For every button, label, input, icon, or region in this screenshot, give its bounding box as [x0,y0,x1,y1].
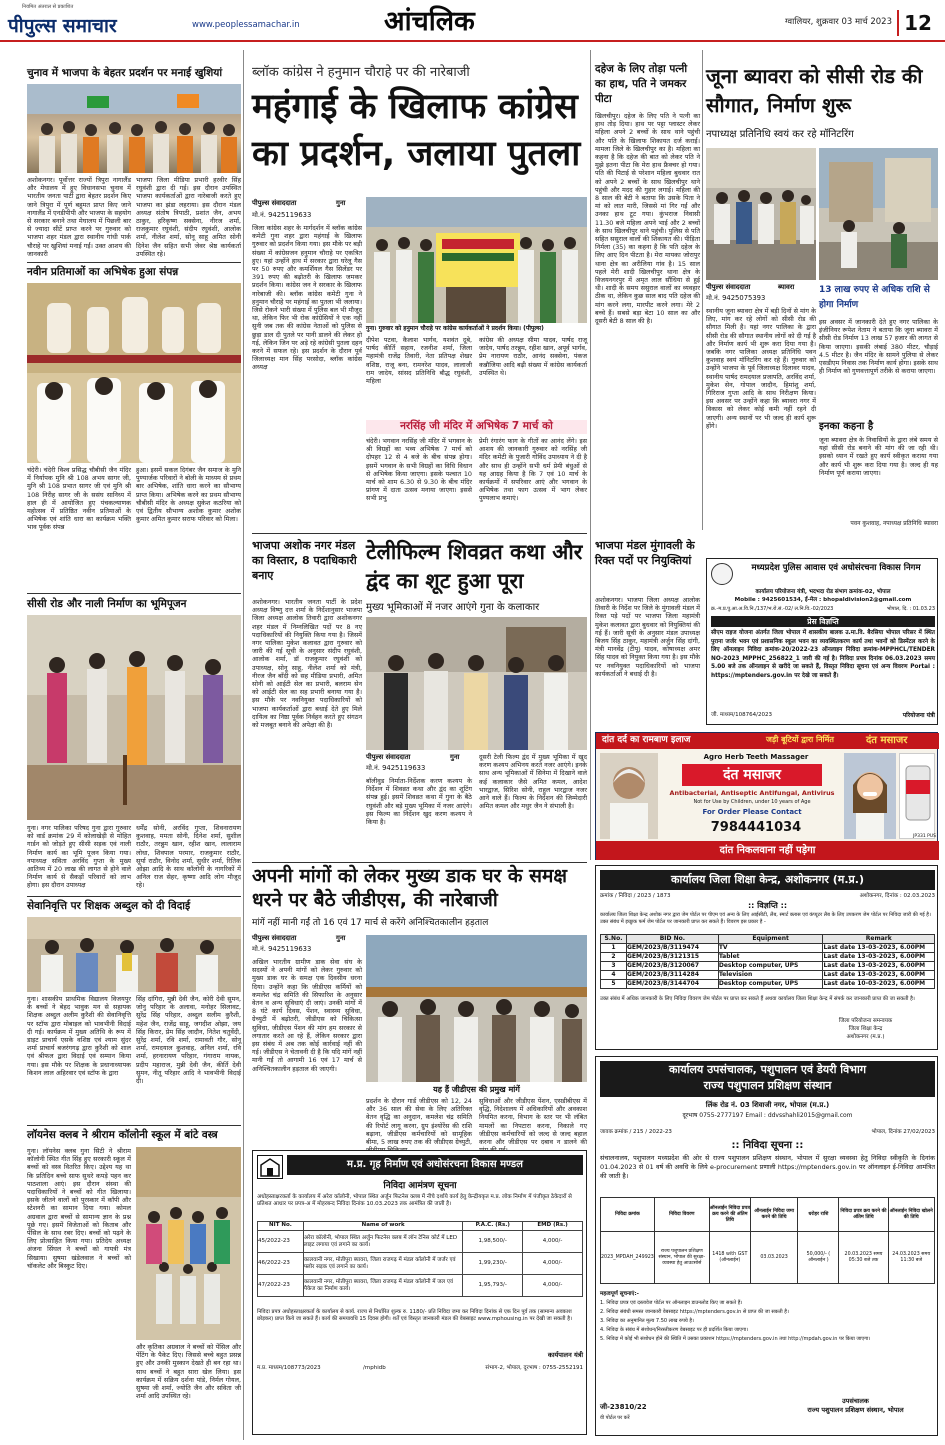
table-cell: अरेरा कॉलोनी, भोपाल स्थित अर्जुन फिटनेस क्लब में लॉन टेनिस कोर्ट में LED लाइट लगाया एवं लगाने का कार्य। [303,1231,462,1253]
table-header: ऑनलाईन निविदा खोलने की तिथि [888,1198,935,1232]
section-title: आंचलिक [384,6,475,37]
article-body: स्थानीय जूना ब्यावरा क्षेत्र में बड़ी दिनों से मांग के लिए, मांग कर रहे लोगों को सीसी रोड की सौगात मिली है। यहां नगर पालिका के द्वारा सीसी रोड की सौगात स्थानीय लोगों को दी गई है और निर्माण कार्य भी शुरू करा दिया गया है। जबकि नगर पालिका अध्यक्ष प्रतिनिधि पवन कुशवाह स्वयं मॉनिटरिंग कर रहे हैं। गुरुवार को उन्होंने भाजपा के पूर्व जिलाध्यक्ष दिलावर यादव, स्थानीय पार्षद रामदयाल प्रजापति, अरविंद शर्मा, मुकेश सेन, गोपाल जादौन, हिमांशु शर्मा, गिरिराज गुप्ता आदि के साथ निरीक्षण किया। इस अवसर पर उन्होंने कहा कि ब्यावरा नगर में विकास को लेकर कोई कमी नहीं रहने दी जाएगी। अन्य स्थानों पर भी जल्द ही कार्य शुरू होंगे। [706,307,816,430]
table-header: निविदा प्रपत्र क्रय करने की अंतिम तिथि [839,1198,888,1232]
table-cell: 3 [601,962,627,971]
tender-table [257,1221,583,1297]
table-row [258,1231,583,1253]
photo-bhoomipujan [27,615,241,820]
article-body: अशोकनगर। पूर्वोत्तर राज्यों त्रिपुरा नागालैंड और मेघालय में हुए विधानसभा चुनाव में भारतीय जनता पार्टी द्वारा बेहतर प्रदर्शन किए जाने त्रिपुरा में पूर्ण बहुमत प्राप्त किए जाने नागालैंड में एनडीपीपी और भाजपा के सहयोग से सरकार बनाने तथा मेघालय में पिछली बार से ज्यादा सीटें प्राप्त करने पर गुरुवार को भाजपा शहर मंडल द्वारा स्थानीय गांधी पार्क चौराहे पर खुशियां मनाई गईं। उक्त आशय की जानकारी [27,176,131,258]
table-cell: GEM/2023/B/3144704 [626,980,718,989]
table-cell: Last date 13-03-2023, 6.00PM [823,953,935,962]
ad-code: JP331 PUS [913,834,936,839]
article-body: इस अवसर में जानकारी देते हुए नगर पालिका के इंजीनियर रूपेश नेताम ने बताया कि जूना ब्यावरा में सीसी रोड निर्माण 13 लाख 57 हजार की लागत से किया जाएगा। इसकी लंबाई 380 मीटर, चौड़ाई 4.5 मीटर है। जैन मंदिर के सामने पुलिया से लेकर एसडीएम निवास तक निर्माण कार्य होगा। इसके साथ ही निर्माण को गुणवत्तापूर्ण तरीके से कराया जाएगा। [819,318,938,376]
byline: पीपुल्स संवाददाता [252,934,297,942]
byline: पीपुल्स संवाददाता [706,283,751,291]
ad-date: अशोकनगर, दिनांक : 02.03.2023 [859,893,935,899]
ad-social[interactable]: /mphidb [363,1365,386,1371]
ad-date: भोपाल, दिनांक 27/02/2023 [871,1129,935,1135]
byline-place: गुना [336,199,346,207]
photo-bjp-celebration [27,84,241,173]
divider [27,896,241,897]
photo-telefilm-shoot [366,617,587,750]
table-row [258,1253,583,1275]
masthead-logo[interactable]: पीपुल्स समाचार [8,15,117,37]
tender-ad-education [595,865,938,1050]
ad-notes-title: महत्वपूर्ण सूचनाएं:- [600,1291,639,1297]
bid-table [600,934,935,989]
column-divider [702,50,703,530]
headline[interactable]: भाजपा अशोक नगर मंडल का विस्तार, 8 पदाधिकारी बनाए [252,539,357,582]
quote-body: जूना ब्यावरा क्षेत्र के निवासियों के द्वारा लंबे समय से यहां सीसी रोड बनाने की मांग की जा रही थी। इसको ध्यान में रखते हुए कार्य स्वीकृत कराया गया और कार्य भी शुरू करा दिया गया है। जल्द ही यह निर्माण पूर्ण कराया जाएगा। [819,436,938,477]
table-cell: GEM/2023/B/3119474 [626,944,718,953]
ad-title: कार्यालय उपसंचालक, पशुपालन एवं डेयरी विभाग [668,1063,867,1076]
table-header: EMD (Rs.) [523,1222,583,1231]
table-row [601,980,935,989]
table-row [601,1232,935,1284]
ad-tagline: दांत दर्द का रामबाण इलाज [602,735,691,745]
table-cell: 50,000/- ( ऑनलाईन ) [798,1232,839,1284]
table-cell: Desktop computer, UPS [718,980,823,989]
table-header: निविदा क्रमांक [601,1198,655,1232]
ad-intro: अधोहस्ताक्षरकर्ता के कार्यालय में अरेरा कॉलोनी, भोपाल स्थित अर्जुन फिटनेस क्लब में नीचे दर्शाये कार्य हेतु केन्द्रीयकृत म.प्र. लोक निर्माण में पंजीकृत ठेकेदारों से प्रतिशत आधार पर प्रपत्र-अ में मोहरबन्द निविदा दिनांक 10.03.2023 तक आमंत्रित की जाती है। [257,1194,572,1207]
article-body: दूसरी टेली फिल्म द्वंद में मुख्य भूमिका में खुद करण कश्यप अभिनय करते नजर आएंगे। इनके साथ अन्य भूमिकाओं में सिनेमा में दिखाने वाले कई कलाकार जैसे अमित कमल, आदेश भारद्वाज, सिरिश सोनी, राहुल भारद्वाज नजर आने वाले हैं। फिल्म के निर्देशन की जिम्मेदारी अमित कमल और मधुर जैन ने संभाली है। [479,753,587,811]
table-cell: Last date 13-03-2023, 6.00PM [823,971,935,980]
ad-heading: निविदा आमंत्रण सूचना [383,1181,457,1191]
ad-phone[interactable]: 7984441034 [710,820,802,835]
article-body: अशोकनगर। भाजपा जिला अध्यक्ष आलोक तिवारी के निर्देश पर जिले के मुंगावली मंडल में रिक्त पड़े पदों पर भाजपा जिला महामंत्री मुकेश कलावत द्वारा बुधवार को नियुक्तियां की गई हैं। जारी सूची के अनुसार मंडल उपाध्यक्ष बिजय सिंह ठाकुर, महामंत्री अर्जुन सिंह दांगी, मंत्री मानवेंद्र (टीपू) यादव, कोषाध्यक्ष अमर सिंह यादव को नियुक्त किया गया है। इस मौके पर नवनियुक्त पदाधिकारियों को भाजपा कार्यकर्ताओं ने बधाई दी है। [595,596,701,678]
table-cell: GEM/2023/B/3121315 [626,953,718,962]
headline[interactable]: अपनी मांगों को लेकर मुख्य डाक घर के समक्ष धरने पर बैठे जीडीएस, की नारेबाजी [252,865,567,911]
headline[interactable]: सेवानिवृत्ति पर शिक्षक अब्दुल को दी विदाई [27,900,191,912]
headline[interactable]: सीसी रोड और नाली निर्माण का भूमिपूजन [27,598,187,610]
article-body: प्रदर्शन के दौरान गार्ड जीडीएस को 12, 24 और 36 साल की सेवा के लिए अतिरिक्त वेतन वृद्धि का अनुदान, कमलेश चंद्र समिति की रिपोर्ट लागू करना, ग्रुप इंश्योरेंस की राशि बढ़ाना, जीडीएस कर्मचारियों को सामूहिक बीमा, 5 लाख रुपए तक की जीडीएस ग्रेच्युटी, [366,1097,472,1147]
table-cell: 1418 with GST (ऑनलाईन) [709,1232,750,1284]
table-cell: Last date 10-03-2023, 6.00PM [823,980,935,989]
ad-ref: जावक क्रमांक / 215 / 2022-23 [600,1129,672,1135]
byline-place: गुना [450,753,460,761]
table-cell: 03.03.2023 [750,1232,797,1284]
table-cell: GEM/2023/B/3114284 [626,971,718,980]
headline[interactable]: भाजपा मंडल मुंगावली के रिक्त पदों पर नियुक्तियां [595,539,695,567]
table-header: ऑनलाईन निविदा जमा करने की तिथि [750,1198,797,1232]
table-header: Name of work [303,1222,462,1231]
ad-sign: कार्यपालन यंत्री [547,1351,583,1359]
kicker: ब्लॉक कांग्रेस ने हनुमान चौराहे पर की नारेबाजी [252,65,470,80]
article-body: भाजपा जिला मीडिया प्रभारी हरवीर सिंह रघुवंशी द्वारा दी गई। इस दौरान उपस्थित भाजपा कार्यकर्ताओं द्वारा नारेबाजी करते हुए भाजपा का झंडा लहराया। इस दौरान मंडल अध्यक्ष संतोष त्रिपाठी, प्रशांत जैन, अभय ठाकुर, हरिकृष्ण सक्सेना, नीरज शर्मा, राजकुमार रघुवंशी, संदीप रघुवंशी, आलोक शर्मा, नीलेश शर्मा, सोनू साहू अमित सोनी दिनेश जैन सहित सभी जेवर श्रेष्ठ कार्यकर्ता उपस्थित रहे। [136,176,241,258]
ad-intro: कार्यालय जिला शिक्षा केन्द्र अशोक नगर द्वारा जेम पोर्टल पर पीएम एवं अन्य के लिए आईसीटी, लैब, स्मार्ट क्लास एवं कंप्यूटर लैब के लिए उपकरण जेम पोर्टल पर निविदा जारी की गई है। उक्त संबंध में इच्छुक फर्म जेम पोर्टल पर जानकारी प्राप्त कर सकते हैं। विवरण इस प्रकार है - [600,912,931,925]
advertisement-dant-massager[interactable] [595,732,938,860]
table-cell: GEM/2023/B/3120067 [626,962,718,971]
headline[interactable]: जूना ब्यावरा को सीसी रोड की सौगात, निर्माण शुरू [706,64,923,117]
article-body: गुना। लॉयनेस क्लब गुना सिटी ने श्रीराम कॉलोनी स्थित गीत सिंह हुए सरकारी स्कूल में बच्चों को वस्त्र वितरित किए। उद्देश्य यह था कि प्रतिदिन बच्चे साफ सुथरे कपड़े पहन कर पाठशाला आएं। इस दौरान संस्था की पदाधिकारियों ने बच्चों को गीत खिलाया। इसके जीतने वालों को पुरस्कार में कॉपी और स्टेशनरी का सामान दिया गया। कोमल अग्रवाल द्वारा बच्चों से सामान्य ज्ञान के प्रश्न पूछे गए। इसमें विजेताओं को किताब और पेंसिल के साथ रबर दिए। बच्चों को पढ़ने के लिए प्रोत्साहित किया गया। प्रतिदेय अध्यक्ष अंजना सिंघल ने बच्चों को गायत्री मंत्र सिखाया। सुषमा खंडेलवाल ने बच्चों को चॉकलेट और बिस्कुट दिए। [27,1147,131,1270]
subheadline: मुख्य भूमिकाओं में नजर आएंगे गुना के कलाकार [366,602,540,613]
article-body: हुआ। इसमें सकल दिगंबर जैन समाज के मुनि पुण्यार्जक परिवारों ने बोली के माध्यम से प्रथम बार अभिषेक, शांति धारा करने का सौभाग्य प्राप्त किया। अभिषेक करने का प्रथम सौभाग्य चौबीसी मंदिर के अध्यक्ष सुकेश कठरिया को एवं द्वितीय सौभाग्य अशोक कुमार अशोक कुमार अमित कुमार सराफ परिवार को मिला। [136,466,241,524]
table-row [601,944,935,953]
divider [252,533,587,534]
ad-date: भोपाल, दि. : 01.03.23 [886,606,935,612]
table-cell: 2 [601,953,627,962]
ad-footer-text: उक्त संबंध में अधिक जानकारी के लिए निविदा विवरण जेम पोर्टल पर प्राप्त कर सकते हैं अथवा कार्यालय जिला शिक्षा केन्द्र में संपर्क कर जानकारी प्राप्त की जा सकती है। [600,996,915,1002]
article-body: गुना। शासकीय प्राथमिक विद्यालय विजयपुर के बच्चों ने बेहद भावुक मन से सहायक शिक्षक अब्दुल अलीम कुरैशी की सेवानिवृत्ति पर स्टॉफ द्वारा मोबाइल को भावभीनी विदाई दी गई। कार्यक्रम में मुख्य अतिथि के रूप में डाइट प्राचार्य एसके वशिष्ठ एवं श्याम सुंदर शर्मा प्राचार्य बजरंगगढ़ द्वारा कुरैशी को शाल एवं श्रीफल द्वारा विदाई एवं सम्मान किया गया। इस मौके पर शिक्षक के प्रधानाध्यापक किशन लाल अहिरवार एवं स्टॉफ के द्वारा [27,995,131,1077]
table-cell: 4,000/- [523,1231,583,1253]
photo-cc-road-site [819,148,938,280]
byline-mobile: मो.नं. 9425119633 [366,764,426,772]
ad-sign: जिला परियोजना समन्वयक जिला शिक्षा केन्द्र अशोकनगर (म.प्र.) [838,1018,893,1040]
article-body: खिलचीपुर। दहेज के लिए पति ने पत्नी का हाथ तोड़ दिया। हाथ पर पट्टा प्लास्टर लेकर महिला अपने 2 बच्चों के साथ थाने पहुंची और पति के खिलाफ शिकायत दर्ज कराई। मामला जिले के खिलचीपुर का है। महिला का कहना है कि दहेज की बात को लेकर पति ने मुझे इतना पीटा कि मेरा हाथ फ्रैक्चर हो गया। पति की पिटाई से परेशान महिला बुधवार रात को अपने 2 बच्चों के साथ खिलचीपुर थाने पहुंची और मदद की गुहार लगाई। महिला की 8 साल की बेटी ने बताया कि उसके पिता ने मां को लात मारी, जिससे मां गिर गईं और उनका हाथ टूट गया। कुंभराज निवासी 11.30 बजे महिला अपने भाई और 2 बच्चों के साथ खिलचीपुर थाने पहुंची। पुलिस से पति सहित ससुराल वालों की शिकायत की। पीड़िता निर्मला (35) का कहना है कि पति दहेज के लिए आए दिन पीटता है। मेरा मायका जोरापुर थाना क्षेत्र का अरीलिया गांव है। 15 साल पहले मेरी शादी खिलचीपुर थाना क्षेत्र के विजयनगरपुर में अमृत लाल सौंधिया से हुई थी। शादी के समय ससुराल वालों का व्यवहार ठीक था, लेकिन कुछ साल बाद पति दहेज की मांग करने लगा, मारपीट करने लगा। मेरे 2 बच्चे हैं। सबसे बड़ा बेटा 10 साल का और दूसरी बेटी 8 साल की है। [595,112,700,326]
ad-note: Not for Use by Children, under 10 years of Age [693,799,811,805]
masthead-logo-tagline: नियमित अंतराल से प्रकाशित [22,4,74,10]
table-cell: Desktop computer, UPS [718,962,823,971]
column-divider [590,50,591,860]
subsection-title: इनका कहना है [819,421,874,432]
table-header: P.A.C. (Rs.) [463,1222,523,1231]
table-cell: कालवानी नगर, मोतीपुरा ब्यावरा, जिला राजगढ़ में मंडल कॉलोनी में जर्जर एवं फ्लोर सड़क एवं लगाने का कार्य। [303,1253,462,1275]
ad-ref: क्रमांक / निविदा / 2023 / 1873 [600,893,671,899]
ad-subtitle: राज्य पशुपालन प्रशिक्षण संस्थान [703,1079,832,1092]
headline[interactable]: नवीन प्रतिमाओं का अभिषेक हुआ संपन्न [27,266,179,278]
ad-footer-banner: दांत निकलवाना नहीं पड़ेगा [596,841,939,860]
table-header: Equipment [718,935,823,944]
ad-address: लिंक रोड नं. 03 शिवाजी नगर, भोपाल (म.प्र.) [705,1101,830,1109]
article-body: चंदेरी। भगवान नरसिंह जी मंदिर में भगवान के श्री विग्रहों का भव्य अभिषेक 7 मार्च को दोपहर 12 से 4 बजे के बीच संपन्न होगा। इसमें भगवान के सभी विग्रहों का विधि विधान से अभिषेक किया जाएगा। इसके पश्चात 10 मार्च को शाम 6.30 से 9.30 के बीच मंदिर प्रांगण में दाता उत्सव मनाया जाएगा। इससे सभी प्रभु [366,437,472,503]
ad-address: संभाग-2, भोपाल, दूरभाष : 0755-2552191 [485,1365,583,1371]
table-cell: TV [718,944,823,953]
table-header: Remark [823,935,935,944]
ad-footer-left: जी. माध्यम/108764/2023 [711,712,772,718]
portrait-image [600,753,658,839]
article-body: सिंह दांगिरा, मुन्नी देवी जैन, कोरी देवी सुमन, जोनु परिहार के अलावा, मनोहर सिलावट, सुरेंद्र सिंह परिहार, अब्दुल सलीम कुरैशी, महेश जैन, राजेंद्र साहू, जगदीश ओझा, जय सिंह किरार, प्रेम सिंह जादौन, नितेश चतुर्वेदी, सुरेंद्र शर्मा, रवि शर्मा, रामावती गौर, सोनू शर्मा, रामदयाल कुशवाह, अनिल शर्मा, रवि शर्मा, हरनारायण परिहार, गंगाराम नायक, प्रदीप महाराज, मुन्नी देवी जैन, कीर्ति देवी सुमन, नीतू परिहार आदि ने भावभीनी विदाई दी। [136,995,241,1086]
ad-note: 3. निविदा का अनुमानित मूल्य 7.50 लाख रुपये है। [600,1318,694,1324]
table-cell: 45/2022-23 [258,1231,304,1253]
article-body: अखिल भारतीय ग्रामीण डाक सेवा संघ के सदस्यों ने अपनी मांगों को लेकर गुरुवार को मुख्य डाक घर के समक्ष एक दिवसीय धरना दिया। उन्होंने कहा कि जीडीएस कर्मियों को कमलेश चंद्र समिति की सिफारिश के अनुसार वेतन व अन्य सुविधाएं दी जाएं। उनकी मांगों में 8 घंटे कार्य दिवस, पेंशन, स्वास्थ्य सुविधा, ग्रेच्युटी में बढ़ोतरी, जीडीएस को चिकित्सा सुविधा, जीडीएस पेंशन की मांग हम सरकार से लगातार करते आ रहे हैं, लेकिन सरकार द्वारा इस संबंध में अब तक कोई कार्रवाई नहीं की गई। जीडीएस ने चेतावनी दी है कि यदि मांगें नहीं मानी गईं तो आगामी 16 एवं 17 मार्च से अनिश्चितकालीन हड़ताल की जाएगी। [252,958,362,1073]
photo-cc-road [706,148,816,280]
table-cell: 1,98,500/- [463,1231,523,1253]
photo-lioness-club [136,1147,241,1340]
ad-title: मध्यप्रदेश पुलिस आवास एवं अधोसंरचना विकास निगम [751,563,921,573]
ad-note: 2. निविदा संबंधी समस्त जानकारी वेबसाइट https://mptenders.gov.in से प्राप्त की जा सकती है। [600,1309,789,1315]
divider [27,1125,241,1126]
ad-title: कार्यालय जिला शिक्षा केन्द्र, अशोकनगर (म.प्र.) [600,870,935,890]
table-row [601,953,935,962]
ad-logo [257,1155,283,1179]
table-cell: 4,000/- [523,1253,583,1275]
photo-jain-abhishek [27,283,241,463]
table-cell: 20.03.2023 समय 05:30 बजे तक [839,1232,888,1284]
divider [27,262,241,263]
article-body: दीपेश पटवा, कैलाश भार्गव, यशवंत दूबे, पार्षद कीर्ति सहाय, रजनीश शर्मा, जिला महामंत्री राजेंद्र तिवारी, नेता प्रतिपक्ष शेखर वशिष्ठ, राजू बना, रामनरेश यादव, लालाजी राम जादेय, सांसद प्रतिनिधि बौद्ध रघुवंशी, महिला [366,336,472,386]
table-cell: Last date 13-03-2023, 6.00PM [823,962,935,971]
ad-order: For Order Please Contact [702,808,802,816]
article-body: चंदेरी। चंदेरी विश्व प्रसिद्ध चौबीसी जैन मंदिर में निर्यापक मुनि श्री 108 अभय सागर जी, मुनि श्री 108 प्रभात सागर जी एवं मुनि श्री 108 निरीह सागर जी के ससंघ सानिध्य में हाल ही में आयोजित हुए पंचकल्याणक महोत्सव में प्रतिष्ठित नवीन प्रतिमाओं के अभिषेक एवं शांति धारा का कार्यक्रम भक्ति भाव पूर्वक संपन्न [27,466,131,532]
article-body: और कृतिका अग्रवाल ने बच्चों को पेंसिल और पेंटिंग के पैकेट दिए। जिससे बच्चे बहुत प्रसन्न हुए और उनकी मुस्कान देखते ही बन रहा था। साथ बच्चों ने बहुत सारा खेल लिया। इस कार्यक्रम में सक्रिय दर्शना पांडे, निर्मल गोयल, सुषमा जी शर्मा, ज्योति जैन और सविता जी शर्मा आदि उपस्थित रहे। [136,1343,241,1401]
article-body: गुना। नगर पालिका परिषद गुना द्वारा गुरुवार को वार्ड क्रमांक 29 में कोलाखेड़ी से मोहित गार्डन को जोड़ते हुए सीसी सड़क एवं नाली निर्माण कार्य का भूमि पूजन किया गया। नपाध्यक्ष सविता अरविंद गुप्ता के मुख्य आतिथ्य में 20 लाख की लागत से होने वाले निर्माण कार्य से सैकड़ों परिवारों को लाभ होगा। इस दौरान उपाध्यक्ष [27,824,131,890]
table-cell: 24.03.2023 समय 11:30 बजे [888,1232,935,1284]
table-cell: 5 [601,980,627,989]
ad-heading: :: निविदा सूचना :: [731,1140,804,1151]
byline: पीपुल्स संवाददाता [252,199,297,207]
table-cell: 1,99,230/- [463,1253,523,1275]
ad-note: 5. निविदा में कोई भी संशोधन होने की स्थिति में उसका प्रकाशन https://mptenders.gov.in तथा http://mpdah.gov.in पर किया जाएगा। [600,1336,871,1342]
ad-logo [711,563,733,585]
ad-footer-note: वी पोर्टल पर करें [600,1415,630,1421]
ad-note: 4. निविदा के संबंध में संशोधन/निरस्तीकरण वेबसाइट पर ही प्रदर्शित किया जाएगा। [600,1327,749,1333]
byline-place: ब्यावरा [778,283,795,291]
tender-ad-housing-board [252,1150,587,1435]
table-header: BID No. [626,935,718,944]
product-box-image [899,753,935,839]
table-row [258,1275,583,1297]
ad-body: सीएम राइज योजना अंतर्गत जिला भोपाल में शासकीय बालक उ.मा.वि. बैरसिया भोपाल परिसर में स्थित पुराना जर्जर भवन एवं प्रशासनिक स्कूल भवन का व्यवस्थितकरण कार्य तथा भवनों को डिस्मेंटल करने के लिए ऑनलाइन निविदा क्रमांक-20/2022-23 ऑनलाइन निविदा क्रमांक-MPPHCL/TENDER NO-2023_MPPHC_256822_1 जारी की गई है। निविदा प्रपत्र दिनांक 06.03.2023 समय 5.00 बजे तक ऑनलाइन से खरीदे जा सकते हैं, विस्तृत निविदा सूचना एवं अन्य विवरण Portal : https://mptenders.gov.in पर देखे जा सकते हैं। [711,630,935,679]
ad-product: Agro Herb Teeth Massager [703,753,809,761]
ad-heading: :: विज्ञप्ति :: [747,901,788,910]
headline[interactable]: दहेज के लिए तोड़ा पत्नी का हाथ, पति ने जमकर पीटा [595,63,688,105]
table-cell: कालवानी नगर, मोतीपुरा ब्यावरा, जिला राजगढ़ में मंडल कॉलोनी में जल एवं पैकेज का निर्माण कार्य। [303,1275,462,1297]
table-row [601,962,935,971]
table-cell: 1 [601,944,627,953]
quote-sign: पवन कुशवाह, नपाध्यक्ष प्रतिनिधि ब्यावरा [850,520,938,527]
headline[interactable]: टेलीफिल्म शिवव्रत कथा और द्वंद का शूट हुआ पूरा [366,540,583,593]
table-cell: 46/2022-23 [258,1253,304,1275]
article-body: कांग्रेस की अध्यक्ष सीमा यादव, पार्षद राजू जादेय, पार्षद तरन्नुम, रहीश खान, अपूर्व भार्गव, प्रेम नारायण राठौर, आनंद सक्सेना, पंकज कन्नौजिया आदि बढ़ी संख्या में कांग्रेस कार्यकर्ता उपस्थित थे। [479,336,587,377]
table-cell: 2023_MPDAH_249923 [601,1232,655,1284]
article-body: बॉलीवुड निर्माता-निर्देशक करण कश्यप के निर्देशन में शिवव्रत कथा और द्वंद का शूटिंग संपन्न हुई। इसमें शिवव्रत कथा में गुना के बैठे रघुवंशी और बड़े मुख्य भूमिका में नजर आएंगे। इस फिल्म का निर्देशन खुद करण कश्यप ने किया है। [366,777,472,827]
page-number: 12 [897,10,937,36]
byline: पीपुल्स संवाददाता [366,753,411,761]
ad-features: Antibacterial, Antiseptic Antifungal, Antivirus [669,789,835,797]
ad-tagline-2: जड़ी बूटियों द्वारा निर्मित [766,735,834,744]
press-notice-police-housing [706,558,938,725]
table-cell: 4,000/- [523,1275,583,1297]
headline[interactable]: चुनाव में भाजपा के बेहतर प्रदर्शन पर मनाई खुशियां [27,67,223,79]
ad-ref: क्र.-म.प्र.पु.आ.अ.वि.नि./137/भ.रो.सं.-02/ ल.नि.वि.-02/2023 [711,606,834,612]
divider [27,593,241,594]
byline-place: गुना [336,934,346,942]
table-cell: 1,95,793/- [463,1275,523,1297]
byline-mobile: मो.नं. 9425119633 [252,211,312,219]
ad-heading: प्रेस विज्ञप्ति [711,616,935,627]
article-body: प्रेमी रंगारंग फाग के गीतों का आनंद लेंगे। इस आशय की जानकारी गुरुवार को नरसिंह जी मंदिर कमेटी के पुजारी गोविंद उपाध्याय ने दी है और साथ ही उन्होंने सभी धर्म प्रेमी बंधुओं से यह आग्रह किया है कि 7 एवं 10 मार्च के कार्यक्रमों में सपरिवार आएं और भगवान के अभिषेक तथा फाग उत्सव में भाग लेकर पुण्यलाभ कमाएं। [479,437,587,503]
headline[interactable]: लॉयनेस क्लब ने श्रीराम कॉलोनी स्कूल में बांटे वस्त्र [27,1129,218,1141]
dateline: ग्वालियर, शुक्रवार 03 मार्च 2023 [784,17,892,27]
photo-caption: गुना। गुरुवार को हनुमान चौराहे पर कांग्रेस कार्यकर्ताओं ने प्रदर्शन किया। (पीपुल्स) [366,325,544,332]
table-header: धरोहर राशि [798,1198,839,1232]
ad-address: कार्यालय परियोजना यंत्री, भदभदा रोड संभाग क्रमांक-02, भोपाल [755,589,891,595]
ad-footer-left: जी-23810/22 [600,1403,647,1411]
ad-contact[interactable]: Mobile : 9425601534, ई-मेल : bhopaldivision2@gmail.com [734,597,912,603]
byline-mobile: मो.नं. 9425075393 [706,294,766,302]
tender-ad-animal-husbandry [595,1056,938,1436]
ad-title: म.प्र. गृह निर्माण एवं अधोसंरचना विकास मण्डल [287,1155,583,1175]
photo-gds-dharna [366,935,587,1082]
ad-code: म.प्र. माध्यम/108773/2023 [257,1365,321,1371]
article-body: सुविधाओं और जीडीएस पेंशन, एसडीबीएस में वृद्धि, निदेशालय में अधिकारियों और अवकाश नियमित करना, विभाग के स्तर पर भी लंबित मामलों का निपटारा करना, निकाले गए जीडीएस कर्मचारियों को जल्द से जल्द बहाल करना और जीडीएस पर दबाव न डालने की [479,1097,587,1147]
ad-brand: दंत मसाजर [866,735,908,746]
column-divider [243,50,244,1440]
article-body: अशोकनगर। भारतीय जनता पार्टी के प्रदेश अध्यक्ष विष्णु दत्त शर्मा के निर्देशानुसार भाजपा जिला अध्यक्ष आलोक तिवारी द्वारा अशोकनगर शहर मंडल में निम्नलिखित पदों पर 8 नए पदाधिकारियों की नियुक्ति किया गया है। जिसमें नगर पालिका मुकेश कलावत द्वारा गुरुवार को जारी की गई सूची के अनुसार संदीप रघुवंशी, आलोक शर्मा, डॉ राजकुमार रघुवंशी को उपाध्यक्ष, सोनू साहू, नीलेश शर्मा को मंत्री, नीरज जैन बाँदी को सह मीडिया प्रभारी, अमित सोनी को आईटी सेल का प्रभारी, बलराम सेन को आईटी सेल का सह प्रभारी बनाया गया है। इस मौके पर नवनियुक्त पदाधिकारियों को भाजपा कार्यकर्ताओं द्वारा बधाई देते हुए मिले दायित्व का निष्ठा पूर्वक निर्वहन करते हुए संगठन को मजबूत बनाने की अपेक्षा की है। [252,598,362,730]
table-cell: Tablet [718,953,823,962]
photo-congress-protest [366,197,587,323]
headline[interactable]: महंगाई के खिलाफ कांग्रेस का प्रदर्शन, जलाया पुतला [252,87,581,174]
table-header: S.No. [601,935,627,944]
ad-contact[interactable]: दूरभाष 0755-2777197 Email : ddvsshahli2015@gmail.com [682,1112,853,1119]
table-header: NIT No. [258,1222,304,1231]
headline[interactable]: नरसिंह जी मंदिर में अभिषेक 7 मार्च को [366,420,587,434]
subsection-title: 13 लाख रुपए से अधिक राशि से होगा निर्माण [819,285,930,310]
table-cell: राज्य पशुपालन प्रशिक्षण संस्थान, भोपाल की सुरक्षा-व्यवस्था हेतु आउटसोर्स [654,1232,709,1284]
ad-note: 1. निविदा प्रपत्र एवं दस्तावेज पोर्टल पर ऑनलाइन डाउनलोड किए जा सकते हैं। [600,1300,743,1306]
table-cell: Television [718,971,823,980]
ad-product-hindi: दंत मसाजर [682,764,822,786]
byline-mobile: मो.नं. 9425119633 [252,945,312,953]
masthead-url[interactable]: www.peoplessamachar.in [192,20,300,30]
table-header: ऑनलाईन निविदा प्रपत्र क्रय करने की अंतिम तिथि [709,1198,750,1232]
table-header: निविदा विवरण [654,1198,709,1232]
article-body: जिला कांग्रेस शहर के मार्गदर्शन में ब्लॉक कांग्रेस कमेटी गुना शहर द्वारा महंगाई के खिलाफ गुरुवार को प्रदर्शन किया गया। इस मौके पर बड़ी संख्या में कांग्रेसजन हनुमान चौराहे पर एकत्रित हुए। यहां उन्होंने हाथ में सरकार द्वारा घरेलू गैस पर 50 रुपए और कमर्शियल गैस सिलेंडर पर 391 रुपए की बढ़ोतरी के खिलाफ जमकर प्रदर्शन किया। कांग्रेस जन ने सरकार के खिलाफ नारेबाजी की। ब्लॉक कांग्रेस कमेटी गुना ने हनुमान चौराहे पर महंगाई का पुतला भी जलाया। जिसे रोकने भारी संख्या में पुलिस बल भी मौजूद था, लेकिन फिर भी रोक कांग्रेसियों ने एक नहीं सुनी जब तक की कांग्रेस नेताओं को पुलिस से छुड़ा डाल दी पुतले पर पानी डालने की लेकर हो गई, लेकिन जिन पर अड़े रहे कांग्रेसी पुतला दहन करने में सफल रहे। इस प्रदर्शन के दौरान पूर्व जिलाध्यक्ष मान सिंह परसोदा, ब्लॉक कांग्रेस अध्यक्ष [252,224,362,372]
smiling-woman-image [844,753,896,839]
article-body: धर्मेंद्र सोनी, अरविंद गुप्ता, शिवनारायण कुशवाह, ममता सोनी, दिनेश शर्मा, सुशील राठौर, तरन्नुम खान, रहीश खान, लालाराम लोधा, शिवपाल परमार, राजकुमार राठौर, सूर्या राठौर, विनोद शर्मा, सुधीर शर्मा, रितिक ओझा आदि के साथ कॉलोनी के नागरिकों में अनिल राज सेहर, कृष्णा आदि लोग मौजूद रहे। [136,824,241,890]
photo-teacher-farewell [27,917,241,992]
subheadline: मांगें नहीं मानी गईं तो 16 एवं 17 मार्च से करेंगे अनिश्चितकालीन हड़ताल [252,918,489,928]
ad-footer-text: निविदा प्रपत्र अधोहस्ताक्षरकर्ता के कार्यालय से कार्य. राज्य से निर्धारित शुल्क रु. 1180/- प्रति निविदा जमा कर निविदा दिनांक से एक दिन पूर्व तक (सामान्य अवकाश छोड़कर) प्राप्त किये जा सकते हैं। कार्य की समयावधि 15 दिवस होगी। शर्तें एवं विस्तृत जानकारी मंडल की वेबसाइट www.mphousing.in पर देखी जा सकती है। [257,1309,573,1322]
ad-sign: परियोजना यंत्री [902,712,935,719]
ad-sign: उपसंचालक राज्य पशुपालन प्रशिक्षण संस्थान, भोपाल [807,1397,904,1414]
photo-caption: यह हैं जीडीएस की प्रमुख मांगें [433,1085,520,1094]
subheadline: नपाध्यक्ष प्रतिनिधि स्वयं कर रहे मॉनिटरिंग [706,129,854,140]
table-cell: 47/2022-23 [258,1275,304,1297]
masthead [0,0,945,42]
ad-body: संचालनालय, पशुपालन मध्यप्रदेश की ओर से राज्य पशुपालन प्रशिक्षण संस्थान, भोपाल में सुरक्षा व्यवस्था हेतु निविदा स्वीकृति के दिनांक 01.04.2023 से 01 वर्ष की अवधि के लिये e-procurement प्रणाली https://mptenders.gov.in पर ऑनलाइन ई-निविदा आमंत्रित की जाती है। [600,1154,935,1180]
table-row [601,971,935,980]
divider [252,862,587,863]
table-cell: 4 [601,971,627,980]
tender-table [600,1197,935,1284]
table-cell: Last date 13-03-2023, 6.00PM [823,944,935,953]
